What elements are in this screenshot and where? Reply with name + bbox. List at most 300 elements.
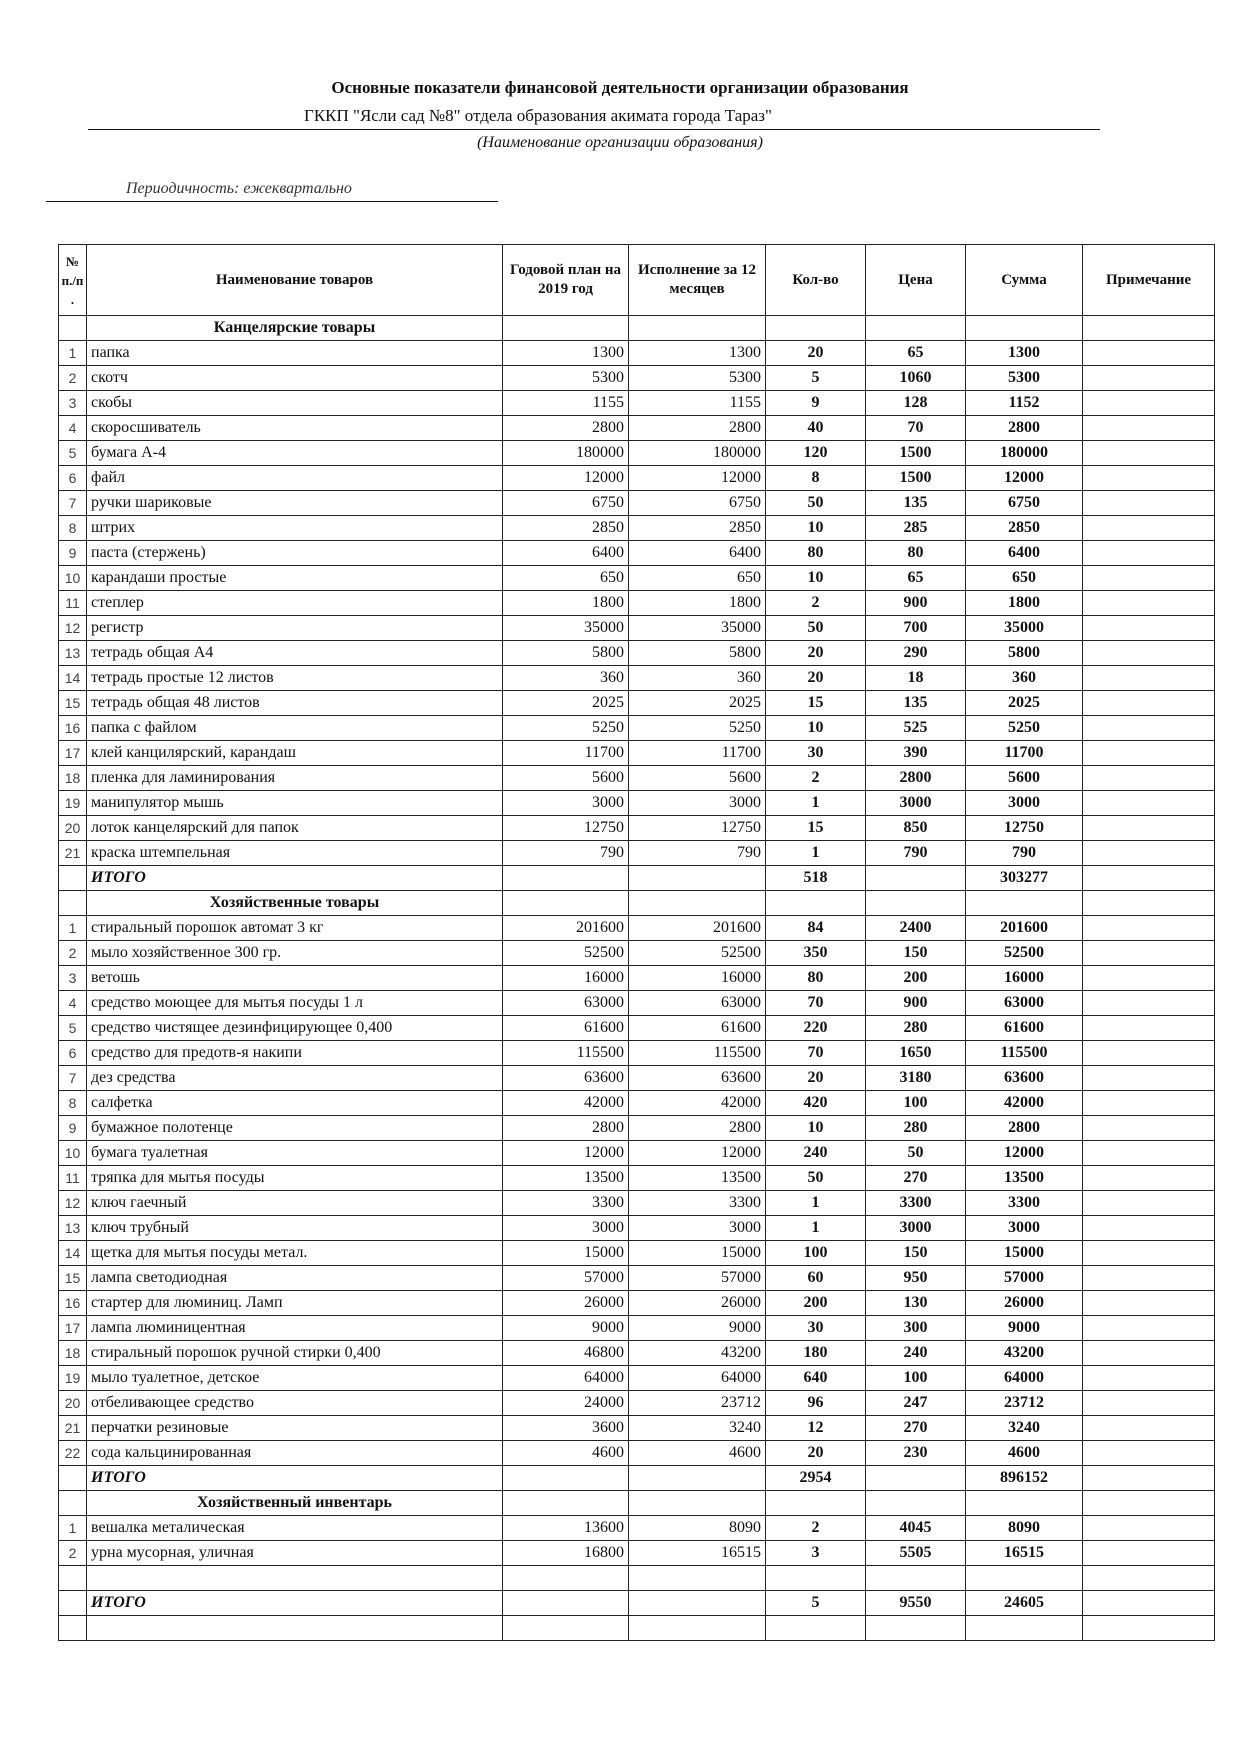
table-row	[59, 741, 1215, 766]
price-value: 1500	[866, 441, 966, 466]
section-empty-cell	[629, 1491, 766, 1516]
price-value: 290	[866, 641, 966, 666]
qty-value: 640	[766, 1366, 866, 1391]
qty-value: 80	[766, 966, 866, 991]
section-title: Хозяйственные товары	[87, 891, 503, 916]
note-value	[1083, 1141, 1215, 1166]
plan-value: 4600	[503, 1441, 629, 1466]
row-number: 2	[59, 941, 87, 966]
item-name: вешалка металическая	[87, 1516, 503, 1541]
table-row	[59, 1341, 1215, 1366]
section-empty-cell	[503, 891, 629, 916]
section-header-row	[59, 316, 1215, 341]
section-empty-cell	[1083, 316, 1215, 341]
plan-value: 13600	[503, 1516, 629, 1541]
plan-value: 42000	[503, 1091, 629, 1116]
execution-value: 23712	[629, 1391, 766, 1416]
blank-cell	[87, 1616, 503, 1641]
item-name: тетрадь простые 12 листов	[87, 666, 503, 691]
sum-value: 52500	[966, 941, 1083, 966]
sum-value: 16515	[966, 1541, 1083, 1566]
note-value	[1083, 1516, 1215, 1541]
plan-value: 1155	[503, 391, 629, 416]
table-row	[59, 541, 1215, 566]
blank-cell	[629, 1566, 766, 1591]
total-price	[866, 1466, 966, 1491]
price-value: 700	[866, 616, 966, 641]
section-header-row	[59, 1491, 1215, 1516]
sum-value: 12000	[966, 466, 1083, 491]
execution-value: 9000	[629, 1316, 766, 1341]
total-num-cell	[59, 1591, 87, 1616]
execution-value: 2800	[629, 416, 766, 441]
price-value: 1060	[866, 366, 966, 391]
item-name: файл	[87, 466, 503, 491]
item-name: ручки шариковые	[87, 491, 503, 516]
qty-value: 30	[766, 741, 866, 766]
row-number: 15	[59, 1266, 87, 1291]
table-row	[59, 1091, 1215, 1116]
table-row	[59, 641, 1215, 666]
plan-value: 3300	[503, 1191, 629, 1216]
qty-value: 15	[766, 816, 866, 841]
plan-value: 201600	[503, 916, 629, 941]
execution-value: 57000	[629, 1266, 766, 1291]
table-row	[59, 591, 1215, 616]
execution-value: 6400	[629, 541, 766, 566]
qty-value: 1	[766, 1216, 866, 1241]
price-value: 1500	[866, 466, 966, 491]
section-header-row	[59, 891, 1215, 916]
sum-value: 5600	[966, 766, 1083, 791]
total-plan-cell	[503, 866, 629, 891]
execution-value: 650	[629, 566, 766, 591]
table-row	[59, 691, 1215, 716]
note-value	[1083, 1341, 1215, 1366]
blank-row	[59, 1616, 1215, 1641]
sum-value: 3000	[966, 791, 1083, 816]
note-value	[1083, 1441, 1215, 1466]
row-number: 5	[59, 1016, 87, 1041]
section-empty-cell	[503, 316, 629, 341]
qty-value: 50	[766, 1166, 866, 1191]
section-empty-cell	[866, 891, 966, 916]
total-row	[59, 1591, 1215, 1616]
execution-value: 3000	[629, 791, 766, 816]
price-value: 4045	[866, 1516, 966, 1541]
price-value: 128	[866, 391, 966, 416]
price-value: 900	[866, 591, 966, 616]
total-plan-cell	[503, 1591, 629, 1616]
row-number: 16	[59, 1291, 87, 1316]
note-value	[1083, 591, 1215, 616]
table-row	[59, 841, 1215, 866]
execution-value: 12750	[629, 816, 766, 841]
note-value	[1083, 491, 1215, 516]
plan-value: 63600	[503, 1066, 629, 1091]
sum-value: 12000	[966, 1141, 1083, 1166]
note-value	[1083, 516, 1215, 541]
table-row	[59, 1116, 1215, 1141]
qty-value: 10	[766, 1116, 866, 1141]
sum-value: 790	[966, 841, 1083, 866]
section-empty-cell	[1083, 1491, 1215, 1516]
plan-value: 2800	[503, 1116, 629, 1141]
execution-value: 6750	[629, 491, 766, 516]
execution-value: 12000	[629, 466, 766, 491]
qty-value: 12	[766, 1416, 866, 1441]
total-note-cell	[1083, 1466, 1215, 1491]
note-value	[1083, 691, 1215, 716]
price-value: 300	[866, 1316, 966, 1341]
qty-value: 5	[766, 366, 866, 391]
item-name: папка	[87, 341, 503, 366]
total-sum: 303277	[966, 866, 1083, 891]
table-row	[59, 441, 1215, 466]
item-name: паста (стержень)	[87, 541, 503, 566]
table-row	[59, 941, 1215, 966]
execution-value: 64000	[629, 1366, 766, 1391]
plan-value: 24000	[503, 1391, 629, 1416]
table-row	[59, 1441, 1215, 1466]
price-value: 150	[866, 1241, 966, 1266]
total-plan-cell	[503, 1466, 629, 1491]
note-value	[1083, 1366, 1215, 1391]
plan-value: 3000	[503, 791, 629, 816]
sum-value: 180000	[966, 441, 1083, 466]
note-value	[1083, 816, 1215, 841]
qty-value: 1	[766, 791, 866, 816]
plan-value: 64000	[503, 1366, 629, 1391]
total-qty: 2954	[766, 1466, 866, 1491]
execution-value: 13500	[629, 1166, 766, 1191]
item-name: щетка для мытья посуды метал.	[87, 1241, 503, 1266]
plan-value: 26000	[503, 1291, 629, 1316]
plan-value: 11700	[503, 741, 629, 766]
qty-value: 20	[766, 341, 866, 366]
section-empty-cell	[866, 1491, 966, 1516]
item-name: скобы	[87, 391, 503, 416]
plan-value: 16000	[503, 966, 629, 991]
total-sum: 896152	[966, 1466, 1083, 1491]
qty-value: 80	[766, 541, 866, 566]
price-value: 150	[866, 941, 966, 966]
execution-value: 360	[629, 666, 766, 691]
row-number: 19	[59, 791, 87, 816]
execution-value: 2025	[629, 691, 766, 716]
sum-value: 4600	[966, 1441, 1083, 1466]
price-value: 240	[866, 1341, 966, 1366]
price-value: 100	[866, 1091, 966, 1116]
plan-value: 6750	[503, 491, 629, 516]
plan-value: 115500	[503, 1041, 629, 1066]
section-empty-cell	[629, 316, 766, 341]
execution-value: 26000	[629, 1291, 766, 1316]
row-number: 16	[59, 716, 87, 741]
row-number: 7	[59, 1066, 87, 1091]
qty-value: 20	[766, 666, 866, 691]
sum-value: 5250	[966, 716, 1083, 741]
row-number: 11	[59, 591, 87, 616]
note-value	[1083, 1291, 1215, 1316]
plan-value: 12000	[503, 1141, 629, 1166]
price-value: 280	[866, 1016, 966, 1041]
row-number: 14	[59, 1241, 87, 1266]
document-title: Основные показатели финансовой деятельности организации образования	[331, 78, 909, 97]
table-row	[59, 1291, 1215, 1316]
note-value	[1083, 1216, 1215, 1241]
row-number: 12	[59, 1191, 87, 1216]
plan-value: 650	[503, 566, 629, 591]
price-value: 100	[866, 1366, 966, 1391]
table-row	[59, 491, 1215, 516]
note-value	[1083, 341, 1215, 366]
item-name: средство чистящее дезинфицирующее 0,400	[87, 1016, 503, 1041]
item-name: бумажное полотенце	[87, 1116, 503, 1141]
execution-value: 43200	[629, 1341, 766, 1366]
row-number: 21	[59, 841, 87, 866]
sum-value: 26000	[966, 1291, 1083, 1316]
row-number: 2	[59, 366, 87, 391]
note-value	[1083, 916, 1215, 941]
item-name: мыло туалетное, детское	[87, 1366, 503, 1391]
row-number: 18	[59, 766, 87, 791]
sum-value: 1800	[966, 591, 1083, 616]
item-name: тетрадь общая А4	[87, 641, 503, 666]
qty-value: 8	[766, 466, 866, 491]
sum-value: 42000	[966, 1091, 1083, 1116]
item-name: степлер	[87, 591, 503, 616]
row-number: 10	[59, 1141, 87, 1166]
item-name: средство для предотв-я накипи	[87, 1041, 503, 1066]
section-num-cell	[59, 316, 87, 341]
table-row	[59, 966, 1215, 991]
row-number: 17	[59, 741, 87, 766]
row-number: 19	[59, 1366, 87, 1391]
row-number: 4	[59, 991, 87, 1016]
table-row	[59, 1316, 1215, 1341]
blank-cell	[87, 1566, 503, 1591]
table-row	[59, 1241, 1215, 1266]
table-row	[59, 1391, 1215, 1416]
note-value	[1083, 366, 1215, 391]
col-header-execution: Исполнение за 12 месяцев	[629, 245, 766, 316]
row-number: 2	[59, 1541, 87, 1566]
execution-value: 115500	[629, 1041, 766, 1066]
col-header-note: Примечание	[1083, 245, 1215, 316]
price-value: 3300	[866, 1191, 966, 1216]
item-name: дез средства	[87, 1066, 503, 1091]
blank-cell	[1083, 1566, 1215, 1591]
note-value	[1083, 616, 1215, 641]
price-value: 270	[866, 1416, 966, 1441]
periodicity-underline	[46, 201, 498, 202]
row-number: 3	[59, 391, 87, 416]
item-name: карандаши простые	[87, 566, 503, 591]
note-value	[1083, 566, 1215, 591]
table-row	[59, 516, 1215, 541]
organization-name: ГККП "Ясли сад №8" отдела образования акимата города Тараз"	[304, 106, 772, 125]
col-header-name: Наименование товаров	[87, 245, 503, 316]
item-name: ключ гаечный	[87, 1191, 503, 1216]
sum-value: 23712	[966, 1391, 1083, 1416]
sum-value: 13500	[966, 1166, 1083, 1191]
price-value: 2800	[866, 766, 966, 791]
item-name: средство моющее для мытья посуды 1 л	[87, 991, 503, 1016]
qty-value: 2	[766, 766, 866, 791]
qty-value: 20	[766, 1066, 866, 1091]
table-row	[59, 816, 1215, 841]
sum-value: 15000	[966, 1241, 1083, 1266]
note-value	[1083, 1391, 1215, 1416]
execution-value: 3300	[629, 1191, 766, 1216]
plan-value: 12000	[503, 466, 629, 491]
note-value	[1083, 1416, 1215, 1441]
note-value	[1083, 1316, 1215, 1341]
row-number: 10	[59, 566, 87, 591]
row-number: 17	[59, 1316, 87, 1341]
qty-value: 1	[766, 841, 866, 866]
note-value	[1083, 1241, 1215, 1266]
qty-value: 30	[766, 1316, 866, 1341]
table-row	[59, 466, 1215, 491]
table-row	[59, 1516, 1215, 1541]
execution-value: 4600	[629, 1441, 766, 1466]
qty-value: 350	[766, 941, 866, 966]
sum-value: 2025	[966, 691, 1083, 716]
table-row	[59, 991, 1215, 1016]
item-name: бумага туалетная	[87, 1141, 503, 1166]
price-value: 525	[866, 716, 966, 741]
execution-value: 5300	[629, 366, 766, 391]
sum-value: 5300	[966, 366, 1083, 391]
item-name: скоросшиватель	[87, 416, 503, 441]
execution-value: 5600	[629, 766, 766, 791]
price-value: 280	[866, 1116, 966, 1141]
price-value: 270	[866, 1166, 966, 1191]
table-row	[59, 416, 1215, 441]
plan-value: 790	[503, 841, 629, 866]
item-name: стиральный порошок ручной стирки 0,400	[87, 1341, 503, 1366]
execution-value: 63000	[629, 991, 766, 1016]
price-value: 50	[866, 1141, 966, 1166]
item-name: мыло хозяйственное 300 гр.	[87, 941, 503, 966]
row-number: 1	[59, 341, 87, 366]
note-value	[1083, 1016, 1215, 1041]
section-empty-cell	[766, 891, 866, 916]
qty-value: 220	[766, 1016, 866, 1041]
execution-value: 2800	[629, 1116, 766, 1141]
total-row	[59, 866, 1215, 891]
table-row	[59, 1141, 1215, 1166]
qty-value: 84	[766, 916, 866, 941]
sum-value: 3240	[966, 1416, 1083, 1441]
total-note-cell	[1083, 866, 1215, 891]
plan-value: 6400	[503, 541, 629, 566]
item-name: тетрадь общая 48 листов	[87, 691, 503, 716]
sum-value: 3000	[966, 1216, 1083, 1241]
item-name: салфетка	[87, 1091, 503, 1116]
blank-cell	[59, 1566, 87, 1591]
price-value: 3000	[866, 791, 966, 816]
row-number: 6	[59, 1041, 87, 1066]
sum-value: 115500	[966, 1041, 1083, 1066]
table-row	[59, 1216, 1215, 1241]
row-number: 20	[59, 1391, 87, 1416]
execution-value: 42000	[629, 1091, 766, 1116]
total-row	[59, 1466, 1215, 1491]
organization-underline	[88, 129, 1100, 130]
plan-value: 61600	[503, 1016, 629, 1041]
price-value: 285	[866, 516, 966, 541]
execution-value: 201600	[629, 916, 766, 941]
row-number: 22	[59, 1441, 87, 1466]
table-row	[59, 666, 1215, 691]
item-name: бумага А-4	[87, 441, 503, 466]
execution-value: 790	[629, 841, 766, 866]
section-num-cell	[59, 1491, 87, 1516]
note-value	[1083, 1116, 1215, 1141]
note-value	[1083, 716, 1215, 741]
qty-value: 3	[766, 1541, 866, 1566]
sum-value: 35000	[966, 616, 1083, 641]
table-row	[59, 1066, 1215, 1091]
sum-value: 1300	[966, 341, 1083, 366]
item-name: отбеливающее средство	[87, 1391, 503, 1416]
item-name: лампа светодиодная	[87, 1266, 503, 1291]
section-empty-cell	[766, 1491, 866, 1516]
table-header-row	[59, 245, 1215, 316]
item-name: лампа люминицентная	[87, 1316, 503, 1341]
execution-value: 3240	[629, 1416, 766, 1441]
qty-value: 2	[766, 1516, 866, 1541]
qty-value: 50	[766, 616, 866, 641]
sum-value: 64000	[966, 1366, 1083, 1391]
execution-value: 3000	[629, 1216, 766, 1241]
qty-value: 1	[766, 1191, 866, 1216]
section-empty-cell	[866, 316, 966, 341]
qty-value: 2	[766, 591, 866, 616]
execution-value: 1800	[629, 591, 766, 616]
blank-cell	[966, 1566, 1083, 1591]
plan-value: 180000	[503, 441, 629, 466]
execution-value: 5250	[629, 716, 766, 741]
sum-value: 1152	[966, 391, 1083, 416]
plan-value: 13500	[503, 1166, 629, 1191]
sum-value: 57000	[966, 1266, 1083, 1291]
execution-value: 16000	[629, 966, 766, 991]
sum-value: 2800	[966, 416, 1083, 441]
financial-table	[58, 244, 1215, 1641]
price-value: 2400	[866, 916, 966, 941]
blank-cell	[629, 1616, 766, 1641]
item-name: ключ трубный	[87, 1216, 503, 1241]
total-num-cell	[59, 1466, 87, 1491]
row-number: 15	[59, 691, 87, 716]
sum-value: 8090	[966, 1516, 1083, 1541]
table-row	[59, 716, 1215, 741]
note-value	[1083, 666, 1215, 691]
price-value: 70	[866, 416, 966, 441]
qty-value: 9	[766, 391, 866, 416]
qty-value: 10	[766, 716, 866, 741]
blank-cell	[503, 1566, 629, 1591]
table-row	[59, 1041, 1215, 1066]
section-title: Хозяйственный инвентарь	[87, 1491, 503, 1516]
qty-value: 120	[766, 441, 866, 466]
sum-value: 3300	[966, 1191, 1083, 1216]
qty-value: 200	[766, 1291, 866, 1316]
